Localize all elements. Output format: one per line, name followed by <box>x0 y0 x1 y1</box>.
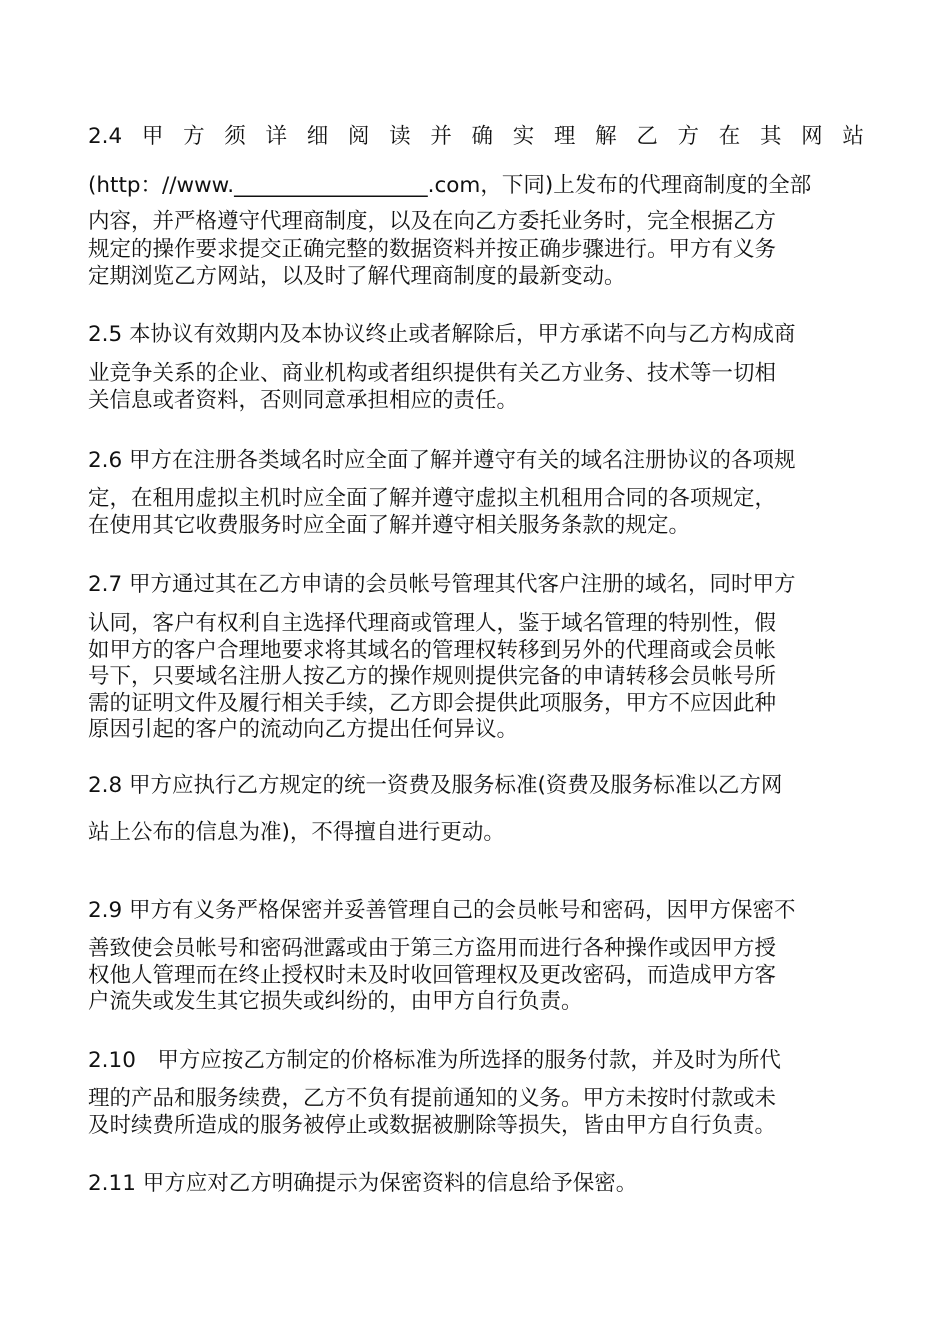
char: 详 <box>265 124 288 149</box>
clause-2-4-line: 规定的操作要求提交正确完整的数据资料并按正确步骤进行。甲方有义务 <box>88 237 777 262</box>
char: 其 <box>759 124 782 149</box>
clause-2-5-line: 关信息或者资料，否则同意承担相应的责任。 <box>88 388 519 413</box>
clause-2-4-number: 2.4 <box>88 124 123 149</box>
char: 乙 <box>636 124 658 149</box>
clause-2-9-line: 权他人管理而在终止授权时未及时收回管理权及更改密码，而造成甲方客 <box>88 963 777 988</box>
clause-2-9-line: 善致使会员帐号和密码泄露或由于第三方盗用而进行各种操作或因甲方授 <box>88 936 777 961</box>
clause-2-9-line: 户流失或发生其它损失或纠纷的，由甲方自行负责。 <box>88 989 583 1014</box>
clause-2-7-line: 号下，只要域名注册人按乙方的操作规则提供完备的申请转移会员帐号所 <box>88 664 777 689</box>
clause-2-4-first-line <box>88 122 864 152</box>
char: 方 <box>677 124 700 149</box>
char: 解 <box>595 124 617 149</box>
clause-2-10-line: 2.10 甲方应按乙方制定的价格标准为所选择的服务付款，并及时为所代 <box>88 1048 781 1073</box>
clause-2-11-line: 2.11 甲方应对乙方明确提示为保密资料的信息给予保密。 <box>88 1171 638 1196</box>
char: 理 <box>553 124 576 149</box>
clause-2-5-line: 2.5 本协议有效期内及本协议终止或者解除后，甲方承诺不向与乙方构成商 <box>88 322 796 347</box>
clause-2-4-line: (http：//www.__________________.com，下同)上发布的代理商制度的全部 <box>88 173 812 198</box>
clause-2-6-line: 在使用其它收费服务时应全面了解并遵守相关服务条款的规定。 <box>88 513 691 538</box>
clause-2-4-line: 内容，并严格遵守代理商制度，以及在向乙方委托业务时，完全根据乙方 <box>88 209 777 234</box>
char: 在 <box>718 124 741 149</box>
clause-2-10-line: 理的产品和服务续费，乙方不负有提前通知的义务。甲方未按时付款或未 <box>88 1086 777 1111</box>
char: 站 <box>842 124 864 149</box>
clause-2-5-line: 业竞争关系的企业、商业机构或者组织提供有关乙方业务、技术等一切相 <box>88 361 777 386</box>
char: 甲 <box>141 124 164 149</box>
char: 方 <box>183 124 205 149</box>
char: 网 <box>801 124 823 149</box>
clause-2-8-line: 站上公布的信息为准)，不得擅自进行更动。 <box>88 820 505 845</box>
clause-2-10-line: 及时续费所造成的服务被停止或数据被删除等损失，皆由甲方自行负责。 <box>88 1113 777 1138</box>
char: 阅 <box>347 124 370 149</box>
clause-2-7-line: 如甲方的客户合理地要求将其域名的管理权转移到另外的代理商或会员帐 <box>88 638 777 663</box>
char: 并 <box>430 124 452 149</box>
char: 细 <box>306 124 329 149</box>
clause-2-6-line: 2.6 甲方在注册各类域名时应全面了解并遵守有关的域名注册协议的各项规 <box>88 448 796 473</box>
clause-2-7-line: 原因引起的客户的流动向乙方提出任何异议。 <box>88 717 519 742</box>
char: 读 <box>389 124 411 149</box>
char: 实 <box>512 124 535 149</box>
clause-2-8-line: 2.8 甲方应执行乙方规定的统一资费及服务标准(资费及服务标准以乙方网 <box>88 773 783 798</box>
char: 须 <box>224 124 246 149</box>
clause-2-6-line: 定，在租用虚拟主机时应全面了解并遵守虚拟主机租用合同的各项规定， <box>88 486 777 511</box>
clause-2-7-line: 认同，客户有权利自主选择代理商或管理人，鉴于域名管理的特别性，假 <box>88 611 777 636</box>
char: 确 <box>471 124 494 149</box>
clause-2-7-line: 2.7 甲方通过其在乙方申请的会员帐号管理其代客户注册的域名，同时甲方 <box>88 572 796 597</box>
clause-2-9-line: 2.9 甲方有义务严格保密并妥善管理自己的会员帐号和密码，因甲方保密不 <box>88 898 796 923</box>
clause-2-4-line: 定期浏览乙方网站，以及时了解代理商制度的最新变动。 <box>88 264 626 289</box>
clause-2-7-line: 需的证明文件及履行相关手续，乙方即会提供此项服务，甲方不应因此种 <box>88 691 777 716</box>
